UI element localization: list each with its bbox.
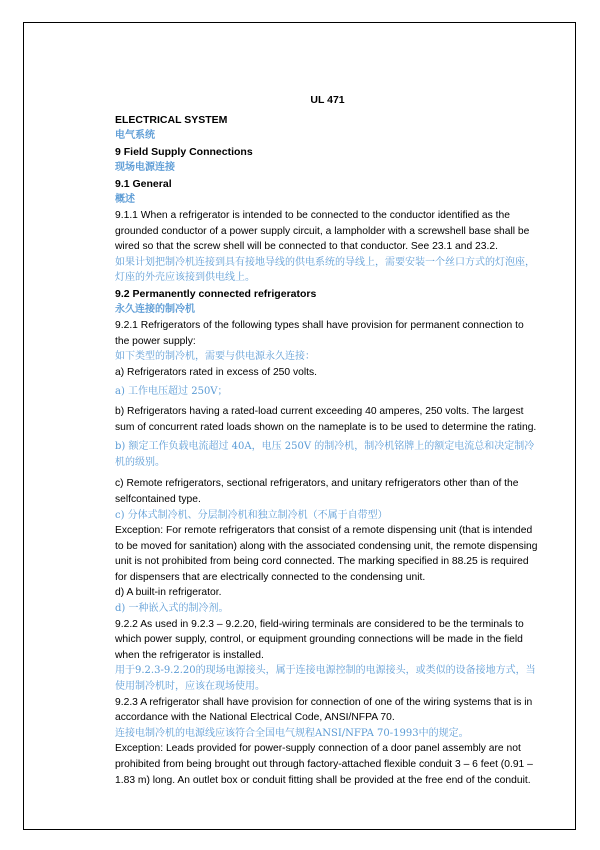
document-title: UL 471 [310, 94, 345, 106]
paragraph-9-2-2-zh: 用于9.2.3-9.2.20的现场电源接头，属于连接电源控制的电源接头，或类似的设备接地方式，当使用制冷机时，应该在现场使用。 [115, 665, 536, 693]
exception-door-panel-leads: Exception: Leads provided for power-supply connection of a door panel assembly are not prohibited from being brought out through factory-attached flexible conduit 3 – 6 feet (0.91 – 1.83 m) long. An outlet box or conduit fitting shall be provided at the free end of the conduit. [115, 743, 533, 786]
heading-permanently-connected: 9.2 Permanently connected refrigerators [115, 287, 317, 300]
paragraph-9-2-1-zh: 如下类型的制冷机，需要与供电源永久连接： [115, 351, 315, 363]
paragraph-9-2-2: 9.2.2 As used in 9.2.3 – 9.2.20, field-wiring terminals are considered to be the terminals to which power supply, control, or equipment grounding connections will be made in the field when the refrigerator is installed. [115, 618, 524, 661]
heading-general-zh: 概述 [115, 194, 135, 205]
heading-permanently-connected-zh: 永久连接的制冷机 [115, 303, 195, 315]
paragraph-9-2-1: 9.2.1 Refrigerators of the following types shall have provision for permanent connection to the power supply: [115, 319, 524, 347]
heading-field-supply-zh: 现场电源连接 [115, 162, 175, 173]
item-a-zh: a) 工作电压超过 250V； [115, 386, 228, 398]
paragraph-9-2-3-zh: 连接电制冷机的电源线应该符合全国电气规程ANSI/NFPA 70-1993中的规定。 [115, 727, 469, 739]
item-b: b) Refrigerators having a rated-load current exceeding 40 amperes, 250 volts. The largest sum of concurrent rated loads shown on the nameplate is to be used to determine the rating. [115, 405, 537, 433]
item-d: d) A built-in refrigerator. [115, 587, 222, 599]
heading-general: 9.1 General [115, 178, 172, 190]
heading-electrical-system: ELECTRICAL SYSTEM [115, 114, 228, 126]
paragraph-9-2-3: 9.2.3 A refrigerator shall have provision for connection of one of the wiring systems that is in accordance with the National Electrical Code, ANSI/NFPA 70. [115, 696, 533, 724]
document-body [115, 93, 540, 788]
paragraph-9-1-1-zh: 如果计划把制冷机连接到具有接地导线的供电系统的导线上，需要安装一个丝口方式的灯泡座，灯座的外壳应该接到供电线上。 [115, 256, 535, 284]
item-d-zh: d) 一种嵌入式的制冷剂。 [115, 603, 229, 615]
item-c-zh: c) 分体式制冷机、分层制冷机和独立制冷机（不属于自带型） [115, 509, 388, 521]
paragraph-9-1-1: 9.1.1 When a refrigerator is intended to be connected to the conductor identified as the grounded conductor of a power supply circuit, a lampholder with a screwshell base shall be wired so that the screw shell will be connected to that conductor. See 23.1 and 23.2. [115, 210, 530, 253]
item-c: c) Remote refrigerators, sectional refrigerators, and unitary refrigerators other than of the selfcontained type. [115, 478, 519, 505]
item-b-zh: b) 额定工作负载电流超过 40A，电压 250V 的制冷机，制冷机铭牌上的额定电流总和决定制冷机的级别。 [115, 441, 535, 468]
exception-remote-dispensing: Exception: For remote refrigerators that consist of a remote dispensing unit (that is intended to be moved for sanitation) along with the associated condensing unit, the remote dispensing unit is not prohibited from being cord connected. The marking specified in 88.25 is required for dispensers that are electrically connected to the condensing unit. [115, 525, 538, 583]
heading-electrical-system-zh: 电气系统 [115, 130, 155, 141]
page-frame [23, 22, 576, 830]
heading-field-supply: 9 Field Supply Connections [115, 146, 253, 158]
item-a: a) Refrigerators rated in excess of 250 volts. [115, 366, 318, 378]
